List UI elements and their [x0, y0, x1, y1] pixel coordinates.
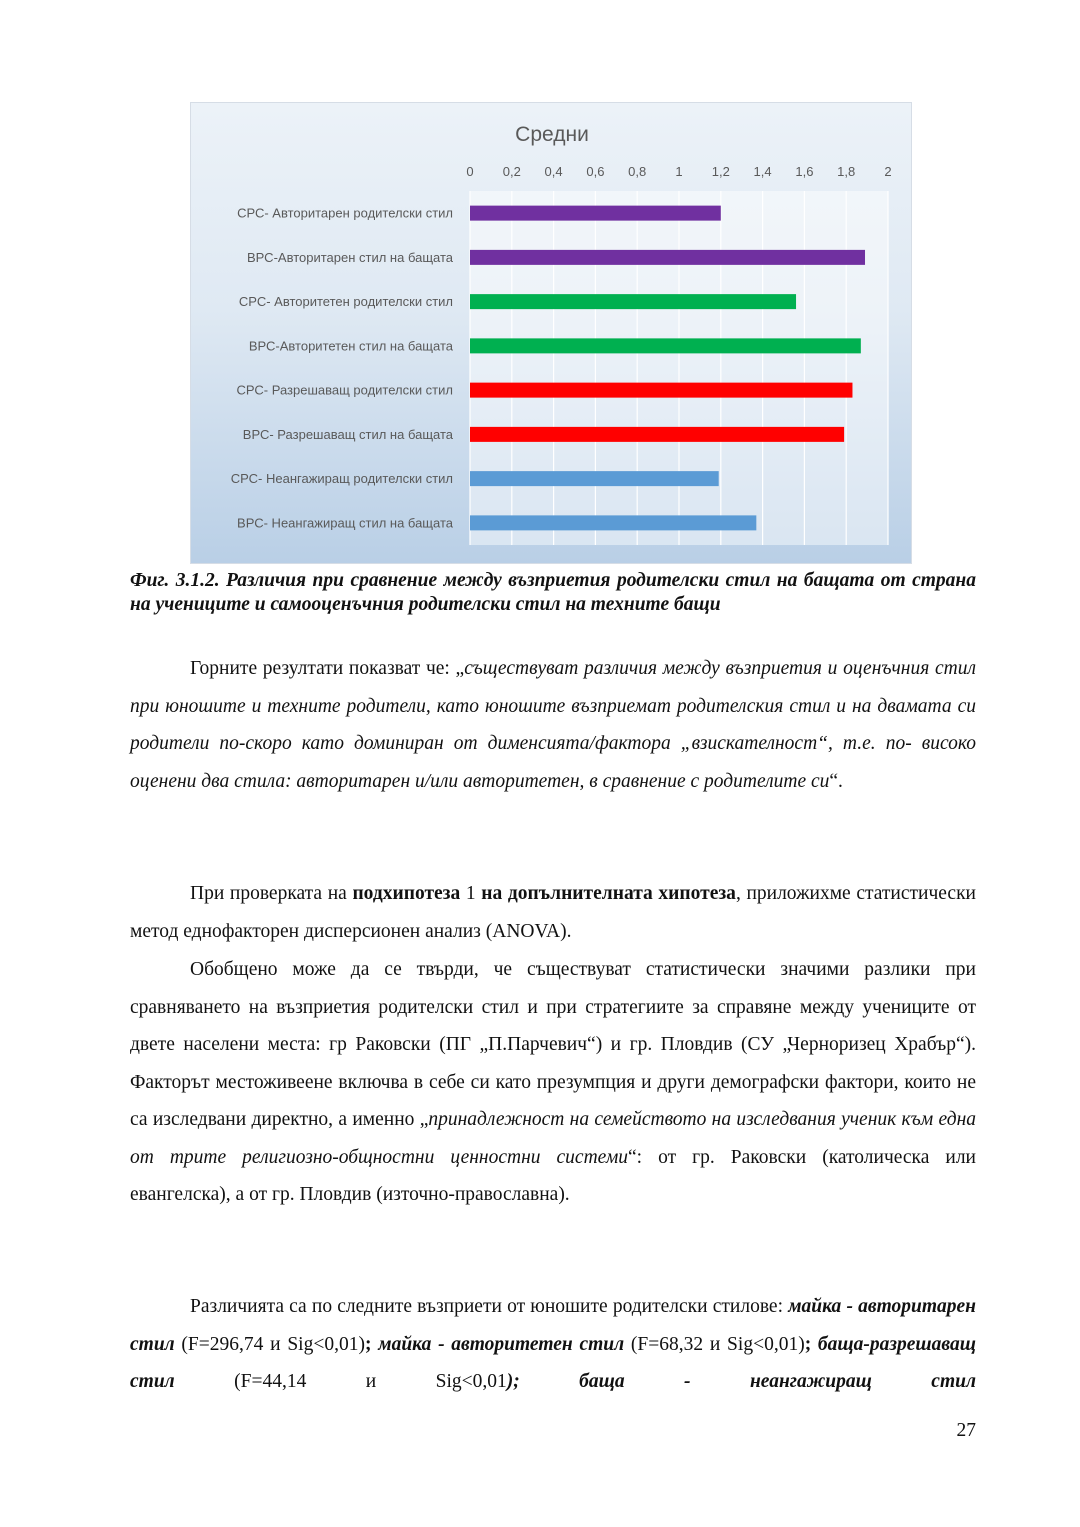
x-tick-label: 0,4 [544, 164, 563, 179]
bold-italic-run: баща-разрешаващ стил [130, 1333, 976, 1392]
y-category-label: СРС- Авторитарен родителски стил [237, 205, 453, 221]
bold-run: ; [364, 1333, 372, 1355]
text-run: (F=44,14 и Sig<0,01 [174, 1371, 507, 1392]
x-tick-label: 2 [884, 164, 892, 179]
y-category-label: СРС- Неангажиращ родителски стил [230, 471, 453, 487]
y-category-label: СРС- Авторитетен родителски стил [238, 294, 453, 310]
x-tick-label: 0 [466, 164, 474, 179]
paragraph-results-end: “. [829, 770, 843, 792]
paragraph-results [130, 650, 976, 800]
bar [470, 427, 844, 442]
text-run: F=68,32 и Sig<0,01) [637, 1333, 805, 1355]
bar-chart [190, 102, 912, 564]
text-run: При проверката на [190, 883, 353, 904]
bold-italic-run: ); баща - неангажиращ стил [506, 1371, 976, 1392]
x-tick-label: 0,8 [628, 164, 647, 179]
bold-run: на допълнителната хипотеза [481, 883, 736, 904]
y-category-label: ВРС-Авторитетен стил на бащата [248, 338, 453, 354]
bar [470, 250, 865, 265]
paragraph-hypothesis [130, 875, 976, 950]
text-run: ( [624, 1333, 638, 1355]
bold-run: подхипотеза [352, 883, 461, 904]
paragraph-differences [130, 1288, 976, 1401]
text-run: Различията са по следните възприети от юношите родителски стилове: [190, 1296, 789, 1317]
y-category-label: ВРС- Разрешаващ стил на бащата [242, 426, 453, 442]
x-tick-label: 1,2 [711, 164, 730, 179]
x-tick-label: 0,6 [586, 164, 605, 179]
paragraph-summary [130, 951, 976, 1214]
bar [470, 383, 852, 398]
figure-caption: Фиг. 3.1.2. Различия при сравнение между възприетия родителски стил на бащата от страна на учениците и самооценъчния родителски стил на техните бащи [130, 570, 976, 615]
bold-italic-run: майка - авторитетен стил [371, 1333, 625, 1355]
bar [470, 338, 861, 353]
chart-title: Средни [515, 123, 589, 146]
x-tick-label: 0,2 [502, 164, 521, 179]
chart-canvas [191, 103, 913, 565]
text-run: Обобщено може да се твърди, че съществуват статистически значими разлики при сравняването на възприетия родителски стил и при стратегиите за справяне между учениците от двете населени места: гр Раковски (ПГ „П.Парчевич“) и гр. Пловдив (СУ „Черноризец Храбър“). Факторът местоживеене включва в себе си като презумпция и други демографски фактори, които не са изследвани директно, а именно „ [130, 959, 976, 1130]
x-tick-label: 1,8 [837, 164, 856, 179]
bar [470, 206, 721, 221]
x-tick-label: 1 [675, 164, 683, 179]
y-category-label: ВРС-Авторитарен стил на бащата [246, 249, 453, 265]
x-tick-label: 1,4 [753, 164, 772, 179]
text-run: , приложихме статистически метод еднофакторен дисперсионен анализ (ANOVA). [130, 883, 976, 942]
x-tick-label: 1,6 [795, 164, 814, 179]
y-category-label: СРС- Разрешаващ родителски стил [236, 382, 453, 398]
page-number: 27 [956, 1420, 976, 1441]
bold-run: ; [804, 1333, 812, 1355]
paragraph-results-quote: съществуват различия между възприетия и оценъчния стил при юношите и техните родители, като юношите възприемат родителския стил и на двамата си родители по-скоро като доминиран от дименсията/фактора „взискателност“, т.е. по- високо оценени два стила: авторитарен и/или авторитетен, в сравнение с родителите си [130, 658, 976, 792]
paragraph-results-lead: Горните резултати показват че: „ [190, 658, 465, 679]
text-run: 1 [460, 883, 482, 904]
text-run: “: от гр. Раковски (католическа или евангелска), а от гр. Пловдив (източно-православна). [130, 1146, 976, 1205]
bold-italic-run: майка - авторитарен стил [130, 1296, 976, 1355]
bar [470, 515, 756, 530]
bar [470, 294, 796, 309]
italic-run: принадлежност на семейството на изследвания ученик към една от трите религиозно-общностни ценностни системи [130, 1109, 977, 1168]
y-category-label: ВРС- Неангажиращ стил на бащата [237, 515, 453, 531]
text-run: (F=296,74 и Sig<0,01) [174, 1333, 365, 1355]
bar [470, 471, 719, 486]
